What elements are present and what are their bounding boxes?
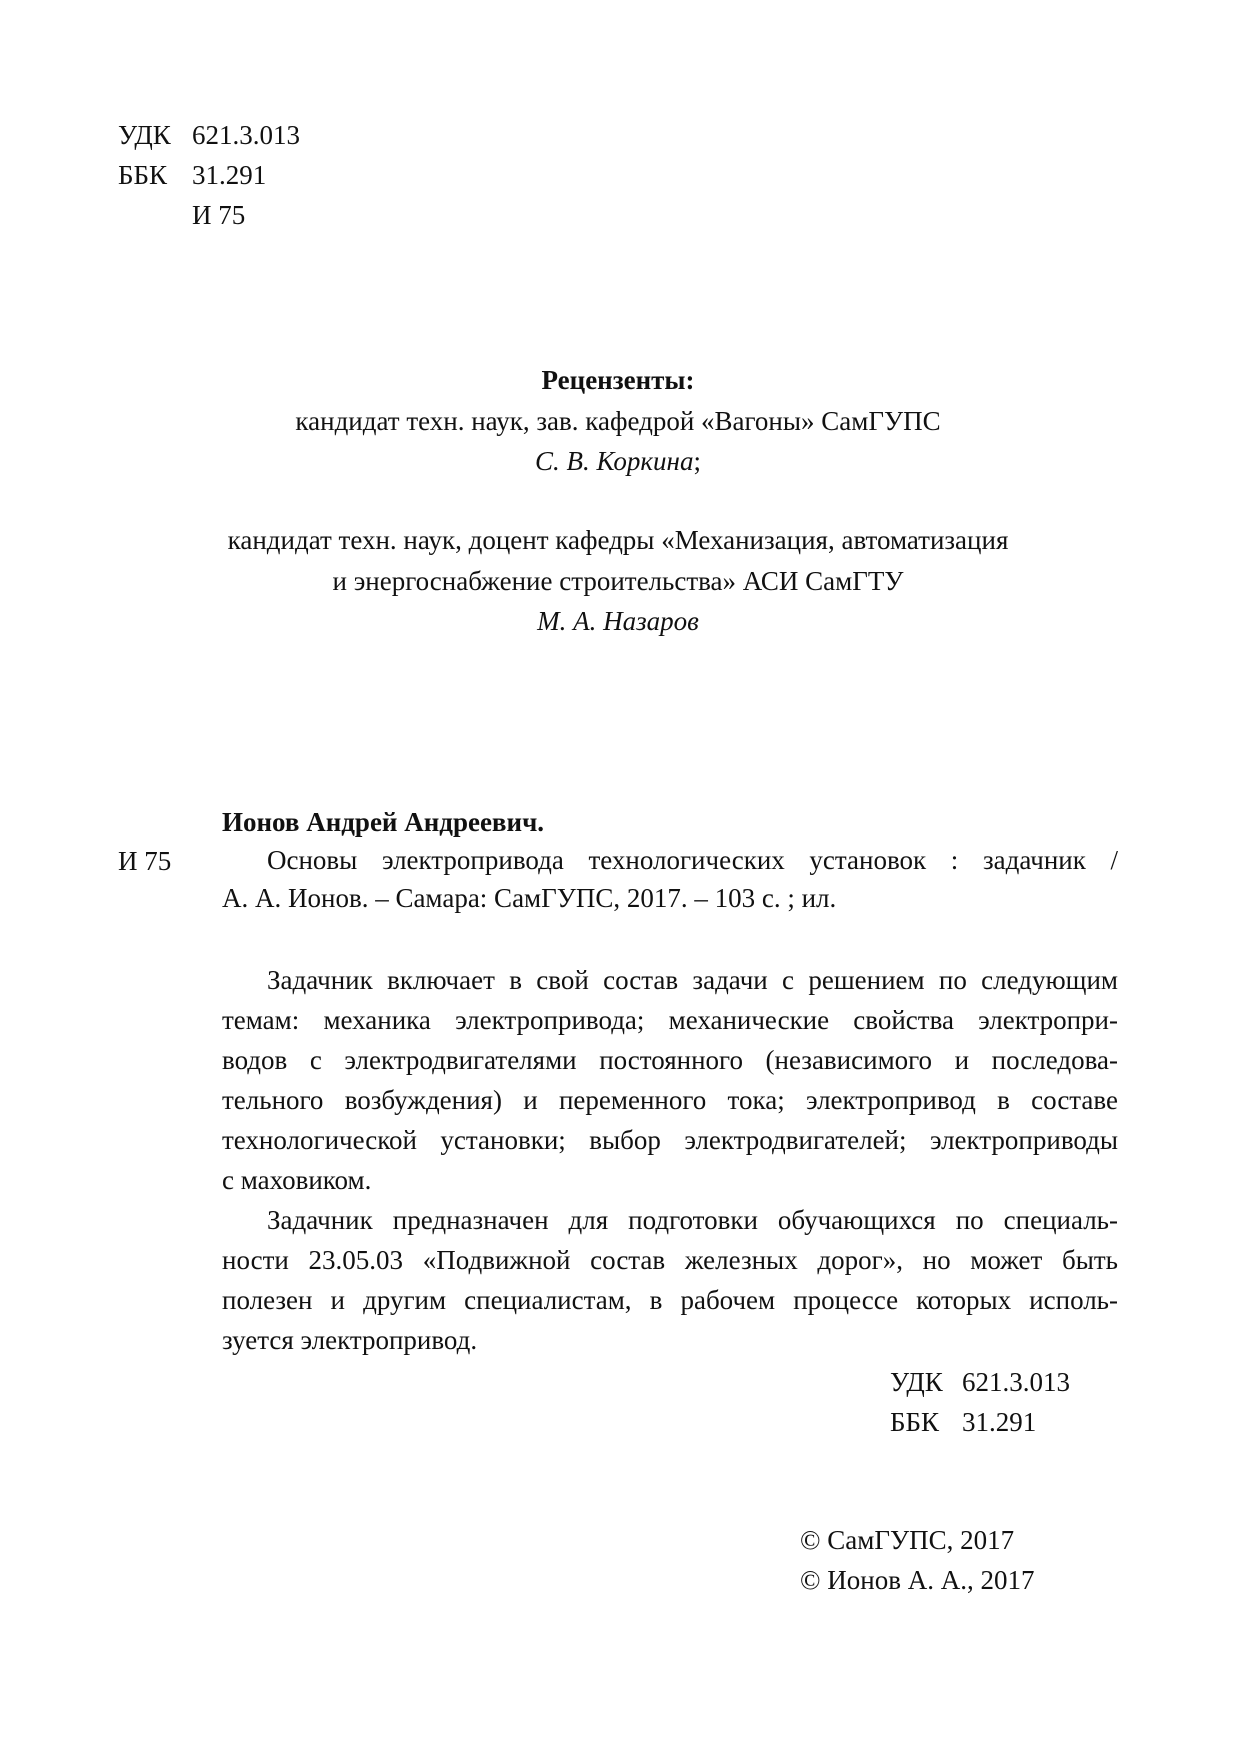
- bib-description: [222, 841, 1118, 917]
- abstract-p2-line: Задачник предназначен для подготовки обучающихся по специаль-: [267, 1205, 1118, 1235]
- reviewer1-position: кандидат техн. наук, зав. кафедрой «Вагоны» СамГУПС: [295, 406, 941, 436]
- bottom-udk-label: УДК: [890, 1367, 943, 1397]
- copyright-line1: © СамГУПС, 2017: [800, 1525, 1015, 1555]
- udk-label: УДК: [118, 120, 171, 150]
- bottom-udk-row: [890, 1364, 1070, 1400]
- copyright-line2: © Ионов А. А., 2017: [800, 1565, 1035, 1595]
- bottom-bbk-value: 31.291: [962, 1407, 1037, 1437]
- bbk-row: [118, 157, 266, 193]
- abstract-p1-line: Задачник включает в свой состав задачи с решением по следующим: [267, 965, 1118, 995]
- abstract-p2-line: полезен и другим специалистам, в рабочем процессе которых исполь-: [222, 1285, 1118, 1315]
- reviewer2-position-line1: кандидат техн. наук, доцент кафедры «Механизация, автоматизация: [227, 525, 1009, 555]
- bottom-bbk-label: ББК: [890, 1407, 940, 1437]
- reviewer2-name: М. А. Назаров: [537, 606, 699, 636]
- reviewer2-position-line2: и энергоснабжение строительства» АСИ СамГТУ: [332, 566, 904, 596]
- bottom-bbk-row: [890, 1404, 1036, 1440]
- udk-row: [118, 117, 300, 153]
- reviewers-heading: Рецензенты:: [541, 365, 695, 395]
- abstract-p1-line: с маховиком.: [222, 1165, 372, 1195]
- abstract-p1-line: темам: механика электропривода; механические свойства электропри-: [222, 1005, 1118, 1035]
- bib-author-mark: И 75: [118, 846, 172, 876]
- udk-value: 621.3.013: [192, 120, 300, 150]
- bottom-udk-value: 621.3.013: [962, 1367, 1070, 1397]
- author-mark-top: И 75: [192, 200, 246, 230]
- bib-title-line2: А. А. Ионов. – Самара: СамГУПС, 2017. – 103 с. ; ил.: [222, 883, 837, 913]
- reviewer1-name: С. В. Коркина: [535, 446, 694, 476]
- abstract-p2-line: зуется электропривод.: [222, 1325, 478, 1355]
- abstract-p1-line: технологической установки; выбор электродвигателей; электроприводы: [222, 1125, 1118, 1155]
- abstract-p2-line: ности 23.05.03 «Подвижной состав железных дорог», но может быть: [222, 1245, 1118, 1275]
- bib-author: Ионов Андрей Андреевич.: [222, 807, 545, 837]
- abstract-paragraph-1: [222, 960, 1118, 1200]
- reviewer1-name-line: [118, 443, 1118, 479]
- abstract-p1-line: тельного возбуждения) и переменного тока; электропривод в составе: [222, 1085, 1118, 1115]
- bbk-label: ББК: [118, 160, 168, 190]
- reviewer1-name-suffix: ;: [693, 446, 701, 476]
- abstract-paragraph-2: [222, 1200, 1118, 1360]
- bib-title-line1: Основы электропривода технологических установок : задачник /: [267, 845, 1118, 875]
- abstract-p1-line: водов с электродвигателями постоянного (независимого и последова-: [222, 1045, 1118, 1075]
- bbk-value: 31.291: [192, 160, 267, 190]
